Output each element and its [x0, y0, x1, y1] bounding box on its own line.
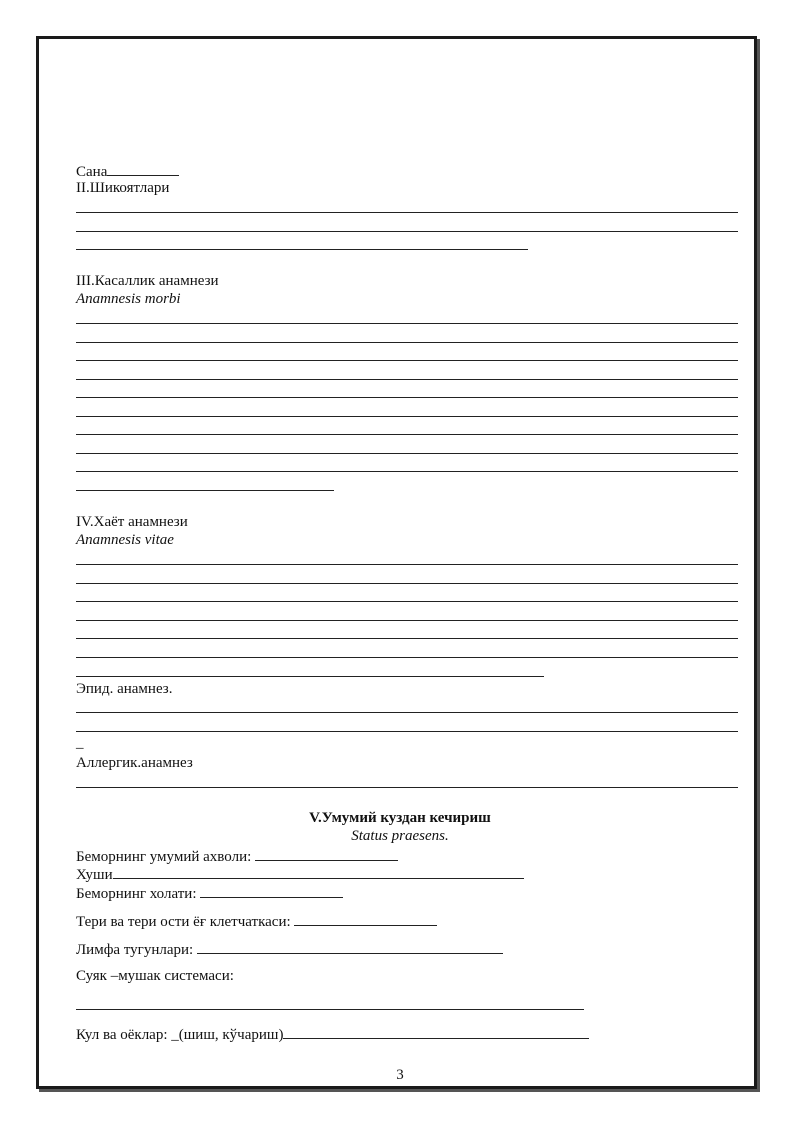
epid-line-1[interactable]: [76, 712, 738, 713]
date-label: Сана: [76, 164, 108, 180]
stray-underscore: _: [76, 735, 84, 751]
skin-blank[interactable]: [294, 911, 437, 926]
section-5-subtitle: Status praesens.: [351, 828, 449, 844]
position-label: Беморнинг холати:: [76, 886, 197, 902]
general-state-row: [76, 846, 398, 866]
section-5-title: V.Умумий куздан кечириш: [309, 810, 491, 826]
section-2-title: II.Шикоятлари: [76, 180, 170, 196]
vitae-line-7[interactable]: [76, 676, 544, 677]
position-row: [76, 883, 343, 903]
general-state-label: Беморнинг умумий ахволи:: [76, 849, 252, 865]
morbi-line-5[interactable]: [76, 397, 738, 398]
lymph-blank[interactable]: [197, 939, 503, 954]
vitae-line-5[interactable]: [76, 638, 738, 639]
section-4-title: IV.Хаёт анамнези: [76, 514, 188, 530]
section-3-title: III.Касаллик анамнези: [76, 273, 219, 289]
lymph-row: [76, 939, 503, 959]
allergic-line[interactable]: [76, 787, 738, 788]
morbi-line-4[interactable]: [76, 379, 738, 380]
morbi-line-10[interactable]: [76, 490, 334, 491]
page-number: 3: [396, 1067, 404, 1083]
bones-label: Суяк –мушак системаси:: [76, 968, 234, 984]
allergic-label: Аллергик.анамнез: [76, 755, 193, 771]
morbi-line-6[interactable]: [76, 416, 738, 417]
epid-label: Эпид. анамнез.: [76, 681, 173, 697]
morbi-line-3[interactable]: [76, 360, 738, 361]
lymph-label: Лимфа тугунлари:: [76, 942, 194, 958]
date-field-row: [76, 161, 179, 181]
vitae-line-3[interactable]: [76, 601, 738, 602]
bones-line[interactable]: [76, 1009, 584, 1010]
morbi-line-8[interactable]: [76, 453, 738, 454]
general-state-blank[interactable]: [255, 846, 398, 861]
limbs-label: Кул ва оёклар: _: [76, 1027, 179, 1043]
section-3-subtitle: Anamnesis morbi: [76, 291, 181, 307]
vitae-line-2[interactable]: [76, 583, 738, 584]
date-blank[interactable]: [107, 161, 179, 176]
vitae-line-4[interactable]: [76, 620, 738, 621]
position-blank[interactable]: [200, 883, 343, 898]
complaints-line-3[interactable]: [76, 249, 528, 250]
consciousness-row: [76, 864, 524, 884]
morbi-line-1[interactable]: [76, 323, 738, 324]
skin-row: [76, 911, 437, 931]
vitae-line-6[interactable]: [76, 657, 738, 658]
limbs-row: [76, 1024, 589, 1044]
limbs-note: (шиш, кўчариш): [178, 1027, 284, 1043]
consciousness-blank[interactable]: [113, 864, 524, 879]
morbi-line-2[interactable]: [76, 342, 738, 343]
complaints-line-2[interactable]: [76, 231, 738, 232]
section-4-subtitle: Anamnesis vitae: [76, 532, 174, 548]
consciousness-label: Хуши: [76, 867, 113, 883]
complaints-line-1[interactable]: [76, 212, 738, 213]
morbi-line-7[interactable]: [76, 434, 738, 435]
limbs-blank[interactable]: [283, 1024, 589, 1039]
epid-line-2[interactable]: [76, 731, 738, 732]
skin-label: Тери ва тери ости ёғ клетчаткаси:: [76, 914, 291, 930]
morbi-line-9[interactable]: [76, 471, 738, 472]
vitae-line-1[interactable]: [76, 564, 738, 565]
